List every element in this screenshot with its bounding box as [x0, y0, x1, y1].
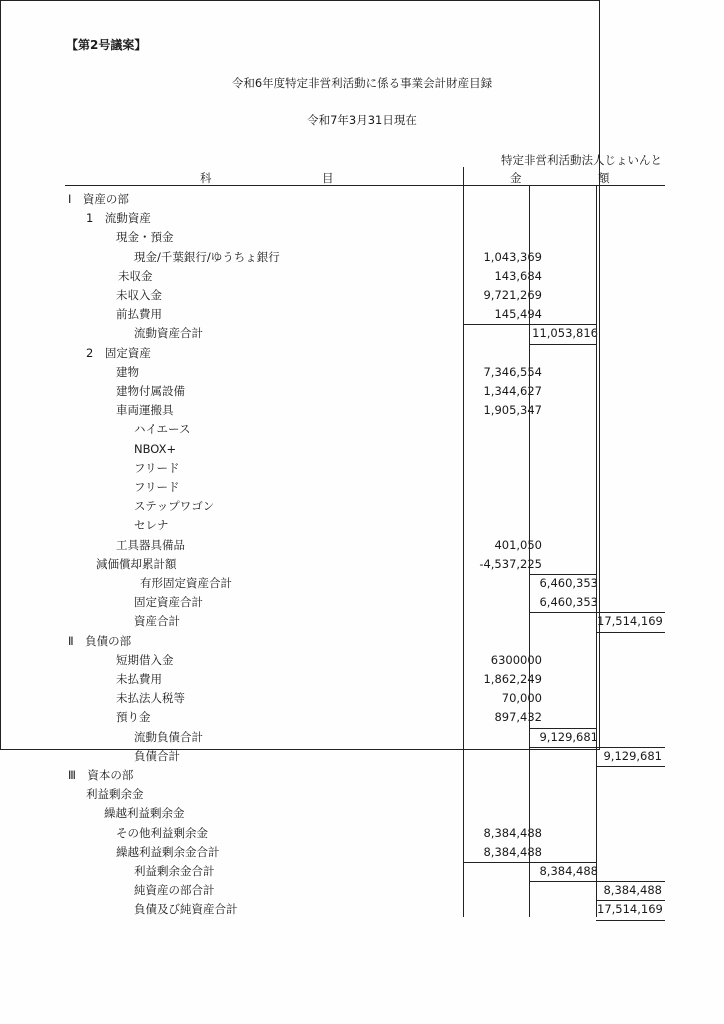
subtotal-rule: [596, 881, 665, 882]
amount-col2: 8,384,488: [539, 864, 598, 878]
amount-col1: 1,905,347: [483, 403, 542, 418]
row-label: 利益剰余金合計: [134, 864, 215, 878]
row-label: フリード: [134, 480, 180, 494]
row-label: 負債及び純資産合計: [134, 902, 238, 917]
row-label: 固定資産合計: [134, 595, 203, 610]
amount-col3: 17,514,169: [597, 614, 663, 629]
subtotal-rule: [529, 747, 597, 748]
document-title: 令和6年度特定非営利活動に係る事業会計財産目録: [231, 76, 493, 90]
subtotal-rule: [464, 324, 530, 325]
row-label: 車両運搬具: [116, 403, 174, 418]
subtotal-rule: [529, 881, 597, 882]
subtotal-rule: [596, 920, 665, 921]
row-label: 2 固定資産: [86, 345, 151, 360]
as-of-date: 令和7年3月31日現在: [307, 113, 417, 127]
agenda-label: 【第2号議案】: [66, 38, 147, 52]
amount-col1: 8,384,488: [483, 825, 542, 840]
row-label: 流動資産合計: [134, 326, 203, 341]
amount-col2: 6,460,353: [539, 576, 598, 590]
amount-col1: -4,537,225: [479, 556, 542, 571]
organization-name: 特定非営利活動法人じょいんと: [501, 153, 662, 167]
column-divider-subject: [463, 167, 464, 917]
amount-col3: 8,384,488: [603, 883, 662, 898]
subtotal-rule: [464, 862, 530, 863]
subtotal-rule: [596, 632, 665, 633]
row-label: 資産合計: [134, 614, 180, 629]
subtotal-rule: [596, 747, 665, 748]
row-label: 有形固定資産合計: [140, 576, 232, 590]
row-label: 利益剰余金: [86, 787, 144, 802]
header-subject-2: 目: [322, 171, 334, 185]
subtotal-rule: [529, 324, 597, 325]
subtotal-rule: [596, 612, 665, 613]
subtotal-rule: [529, 344, 597, 345]
amount-col1: 1,862,249: [483, 672, 542, 686]
subtotal-rule: [596, 766, 665, 767]
row-label: 前払費用: [116, 307, 162, 322]
row-label: 減価償却累計額: [96, 556, 177, 571]
amount-col1: 897,432: [494, 710, 542, 725]
row-label: 未払法人税等: [116, 691, 185, 706]
row-label: 現金/千葉銀行/ゆうちょ銀行: [134, 249, 280, 264]
row-label: 短期借入金: [116, 652, 174, 667]
subtotal-rule: [529, 612, 597, 613]
row-label: 建物: [116, 364, 139, 379]
column-divider-amount-1: [529, 185, 530, 917]
subtotal-rule: [529, 862, 597, 863]
header-subject-1: 科: [200, 171, 212, 185]
amount-col1: 6300000: [490, 652, 542, 667]
header-divider: [65, 185, 665, 186]
amount-col2: 9,129,681: [539, 729, 598, 744]
amount-col1: 8,384,488: [483, 844, 542, 859]
amount-col1: 1,344,627: [483, 384, 542, 398]
row-label: 純資産の部合計: [134, 883, 215, 898]
row-label: 建物付属設備: [116, 384, 185, 398]
amount-col2: 11,053,816: [532, 326, 598, 341]
row-label: 繰越利益剰余金: [104, 806, 185, 821]
row-label: 未収金: [118, 268, 153, 283]
row-label: 預り金: [116, 710, 151, 725]
amount-col1: 9,721,269: [483, 288, 542, 302]
header-amount-2: 額: [598, 171, 610, 185]
row-label: 未収入金: [116, 288, 162, 302]
subtotal-rule: [529, 574, 597, 575]
amount-col1: 401,050: [494, 537, 542, 552]
row-label: 繰越利益剰余金合計: [116, 844, 220, 859]
amount-col3: 17,514,169: [597, 902, 663, 917]
subtotal-rule: [596, 900, 665, 901]
row-label: その他利益剰余金: [116, 825, 208, 840]
subtotal-rule: [529, 728, 597, 729]
row-label: 1 流動資産: [86, 211, 151, 226]
column-divider-amount-2: [596, 185, 597, 917]
amount-col1: 1,043,369: [483, 249, 542, 264]
row-label: 負債合計: [134, 748, 180, 763]
row-label: Ⅱ 負債の部: [68, 633, 132, 648]
row-label: Ⅰ 資産の部: [68, 192, 129, 206]
amount-col2: 6,460,353: [539, 595, 598, 610]
row-label: NBOX+: [134, 441, 177, 456]
row-label: 未払費用: [116, 672, 162, 686]
amount-col1: 145,494: [494, 307, 542, 322]
row-label: セレナ: [134, 518, 169, 533]
row-label: 工具器具備品: [116, 537, 185, 552]
row-label: ステップワゴン: [134, 499, 215, 514]
header-amount-1: 金: [510, 171, 522, 185]
row-label: 流動負債合計: [134, 729, 203, 744]
row-label: 現金・預金: [116, 230, 174, 245]
row-label: ハイエース: [134, 422, 191, 437]
row-label: Ⅲ 資本の部: [68, 768, 134, 782]
amount-col3: 9,129,681: [603, 748, 662, 763]
amount-col1: 70,000: [501, 691, 542, 706]
amount-col1: 143,684: [494, 268, 542, 283]
row-label: フリード: [134, 460, 180, 475]
amount-col1: 7,346,554: [483, 364, 542, 379]
